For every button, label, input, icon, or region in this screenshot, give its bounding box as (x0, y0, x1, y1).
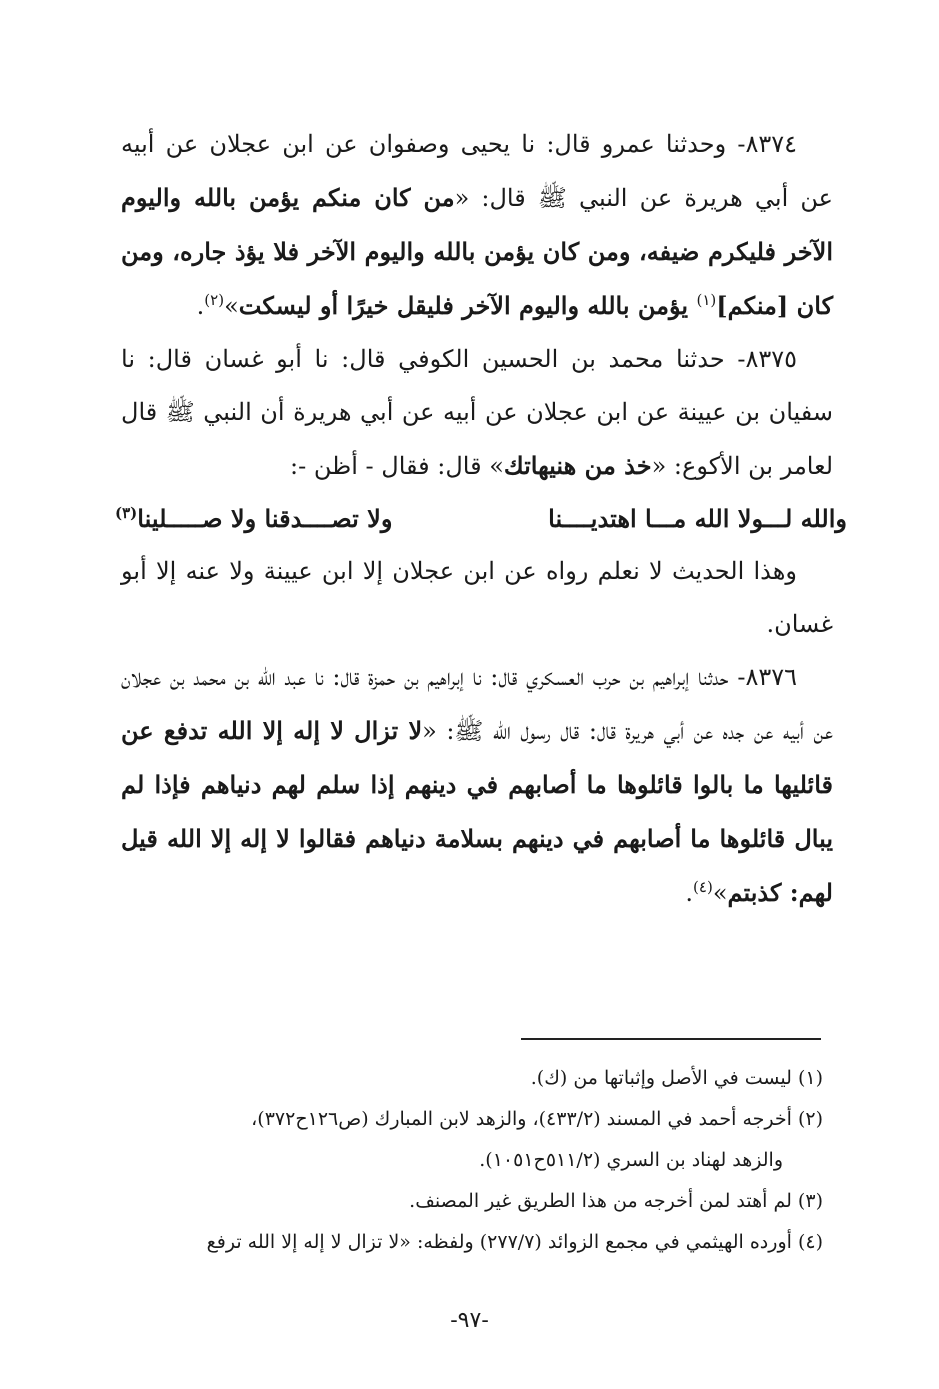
prophetic-text: من كان منكم يؤمن بالله واليوم الآخر فليكرم ضيفه، ومن كان يؤمن بالله واليوم الآخر فلا يؤذ جاره، ومن كان [منكم] (121, 183, 833, 320)
verse-second-text: ولا تصــــدقنا ولا صـــــلينا (137, 504, 393, 533)
text-segment: ٨٣٧٥- حدثنا محمد بن الحسين الكوفي قال: نا أبو غسان قال: نا سفيان بن عيينة عن ابن عجلان عن أبيه عن أبي هريرة أن النبي ﷺ قال لعامر بن الأكوع: « (121, 345, 833, 480)
text-segment: » قال: فقال - أظن -: (290, 452, 504, 480)
text-segment: » (712, 879, 728, 907)
main-text (115, 118, 847, 920)
verse-first-hemistich: والله لـــولا الله مـــا اهتديــــنا (548, 504, 847, 533)
footnote-ref-1: (١) (696, 291, 717, 309)
hadith-8376 (121, 651, 833, 920)
text-segment: . (685, 879, 694, 907)
prophetic-text: لا تزال لا إله إلا الله تدفع عن قائليها ما بالوا قائلوها ما أصابهم في دينهم إذا سلم لهم دنياهم فإذا لم يبال قائلوها ما أصابهم في دينهم بسلامة دنياهم فقالوا لا إله إلا الله قيل لهم: كذبتم (121, 716, 833, 907)
footnote-4: (٤) أورده الهيثمي في مجمع الزوائد (٢٧٧/٧) ولفظه: «لا تزال لا إله إلا الله ترفع (206, 1231, 823, 1253)
prophetic-text: يؤمن بالله واليوم الآخر فليقل خيرًا أو ليسكت (238, 291, 697, 320)
page-number: -٩٧- (450, 1308, 489, 1333)
verse-second-hemistich (115, 493, 392, 545)
hadith-8375 (121, 333, 833, 493)
footnote-divider (521, 1038, 821, 1040)
footnote-2-continued: والزهد لهناد بن السري (٥١١/٢ح١٠٥١). (479, 1149, 783, 1171)
poetry-verse (115, 493, 847, 545)
footnote-ref-4: (٤) (693, 878, 713, 896)
footnote-2: (٢) أخرجه أحمد في المسند (٤٣٣/٢)، والزهد لابن المبارك (ص١٢٦ح٣٧٢)، (251, 1108, 823, 1130)
prophetic-text: خذ من هنيهاتك (503, 451, 652, 480)
footnote-3: (٣) لم أهتد لمن أخرجه من هذا الطريق غير المصنف. (409, 1190, 823, 1212)
text-segment: ٨٣٧٤- وحدثنا عمرو قال: نا يحيى وصفوان عن ابن عجلان عن أبيه عن أبي هريرة عن النبي ﷺ قال: « (121, 130, 833, 212)
note-paragraph: وهذا الحديث لا نعلم رواه عن ابن عجلان إلا ابن عيينة ولا عنه إلا أبو غسان. (121, 557, 833, 638)
text-segment: . (196, 292, 205, 320)
hadith-8374 (121, 118, 833, 333)
text-segment: ٨٣٧٦- حدثنا إبراهيم بن حرب العسكري قال: نا إبراهيم بن حمزة قال: نا عبد الله بن محمد بن عجلان عن أبيه عن جده عن أبي هريرة قال: قال رسول الله ﷺ: « (121, 663, 834, 745)
footnote-ref-3: (٣) (115, 504, 138, 522)
footnote-1: (١) ليست في الأصل وإثباتها من (ك). (530, 1067, 823, 1089)
text-segment: » (224, 292, 239, 320)
footnote-ref-2: (٢) (204, 291, 225, 309)
footnotes (115, 1058, 823, 1263)
